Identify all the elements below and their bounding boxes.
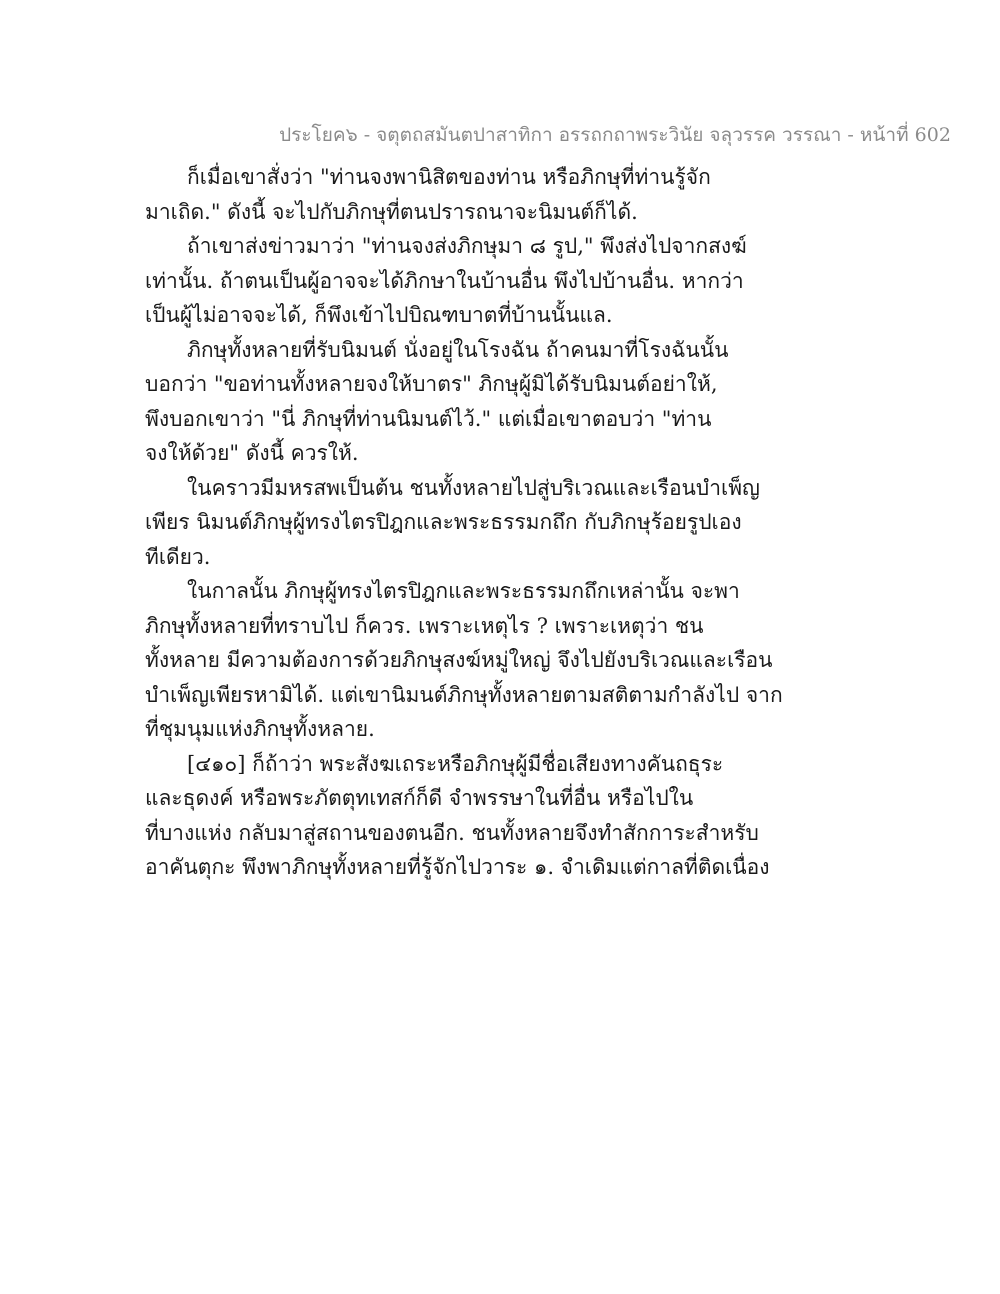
text-line: เท่านั้น. ถ้าตนเป็นผู้อาจจะได้ภิกษาในบ้านอื่น พึงไปบ้านอื่น. หากว่า <box>145 268 744 293</box>
text-line: ในกาลนั้น ภิกษุผู้ทรงไตรปิฎกและพระธรรมกถึกเหล่านั้น จะพา <box>187 579 740 603</box>
text-line: บำเพ็ญเพียรหามิได้. แต่เขานิมนต์ภิกษุทั้งหลายตามสติตามกำลังไป จาก <box>145 682 783 707</box>
text-line: และธุดงค์ หรือพระภัตตุทเทสก์ก็ดี จำพรรษาในที่อื่น หรือไปใน <box>145 786 694 810</box>
text-line: ภิกษุทั้งหลายที่ทราบไป ก็ควร. เพราะเหตุไร ? เพราะเหตุว่า ชน <box>145 613 704 638</box>
text-line: ถ้าเขาส่งข่าวมาว่า "ท่านจงส่งภิกษุมา ๘ รูป," พึงส่งไปจากสงฆ์ <box>187 234 747 258</box>
text-line: อาคันตุกะ พึงพาภิกษุทั้งหลายที่รู้จักไปวาระ ๑. จำเดิมแต่กาลที่ติดเนื่อง <box>145 855 770 879</box>
text-line: เพียร นิมนต์ภิกษุผู้ทรงไตรปิฎกและพระธรรมกถึก กับภิกษุร้อยรูปเอง <box>145 510 742 534</box>
page-header-text: ประโยค๖ - จตุตถสมันตปาสาทิกา อรรถกถาพระวินัย จลุวรรค วรรณา - หน้าที่ 602 <box>279 124 951 146</box>
text-line: [๔๑๐] ก็ถ้าว่า พระสังฆเถระหรือภิกษุผู้มีชื่อเสียงทางคันถธุระ <box>187 751 724 776</box>
text-line: ในคราวมีมหรสพเป็นต้น ชนทั้งหลายไปสู่บริเวณและเรือนบำเพ็ญ <box>187 475 760 500</box>
text-line: ภิกษุทั้งหลายที่รับนิมนต์ นั่งอยู่ในโรงฉัน ถ้าคนมาที่โรงฉันนั้น <box>187 337 729 362</box>
text-line: ก็เมื่อเขาสั่งว่า "ท่านจงพานิสิตของท่าน หรือภิกษุที่ท่านรู้จัก <box>187 165 711 189</box>
page-header <box>0 120 1000 150</box>
text-line: จงให้ด้วย" ดังนี้ ควรให้. <box>145 441 359 465</box>
paragraph-2 <box>145 229 865 333</box>
text-line: ที่ชุมนุมแห่งภิกษุทั้งหลาย. <box>145 717 375 741</box>
text-line: ที่บางแห่ง กลับมาสู่สถานของตนอีก. ชนทั้งหลายจึงทำสักการะสำหรับ <box>145 820 759 845</box>
paragraph-5 <box>145 574 865 747</box>
paragraph-1 <box>145 160 865 229</box>
text-line: มาเถิด." ดังนี้ จะไปกับภิกษุที่ตนปรารถนาจะนิมนต์ก็ได้. <box>145 199 638 224</box>
text-line: บอกว่า "ขอท่านทั้งหลายจงให้บาตร" ภิกษุผู้มิได้รับนิมนต์อย่าให้, <box>145 372 718 396</box>
text-line: ทีเดียว. <box>145 544 211 569</box>
paragraph-4 <box>145 471 865 575</box>
document-body <box>145 160 865 885</box>
text-line: ทั้งหลาย มีความต้องการด้วยภิกษุสงฆ์หมู่ใหญ่ จึงไปยังบริเวณและเรือน <box>145 648 773 672</box>
text-line: เป็นผู้ไม่อาจจะได้, ก็พึงเข้าไปบิณฑบาตที่บ้านนั้นแล. <box>145 303 613 327</box>
paragraph-6 <box>145 747 865 885</box>
paragraph-3 <box>145 333 865 471</box>
text-line: พึงบอกเขาว่า "นี่ ภิกษุที่ท่านนิมนต์ไว้." แต่เมื่อเขาตอบว่า "ท่าน <box>145 406 712 431</box>
